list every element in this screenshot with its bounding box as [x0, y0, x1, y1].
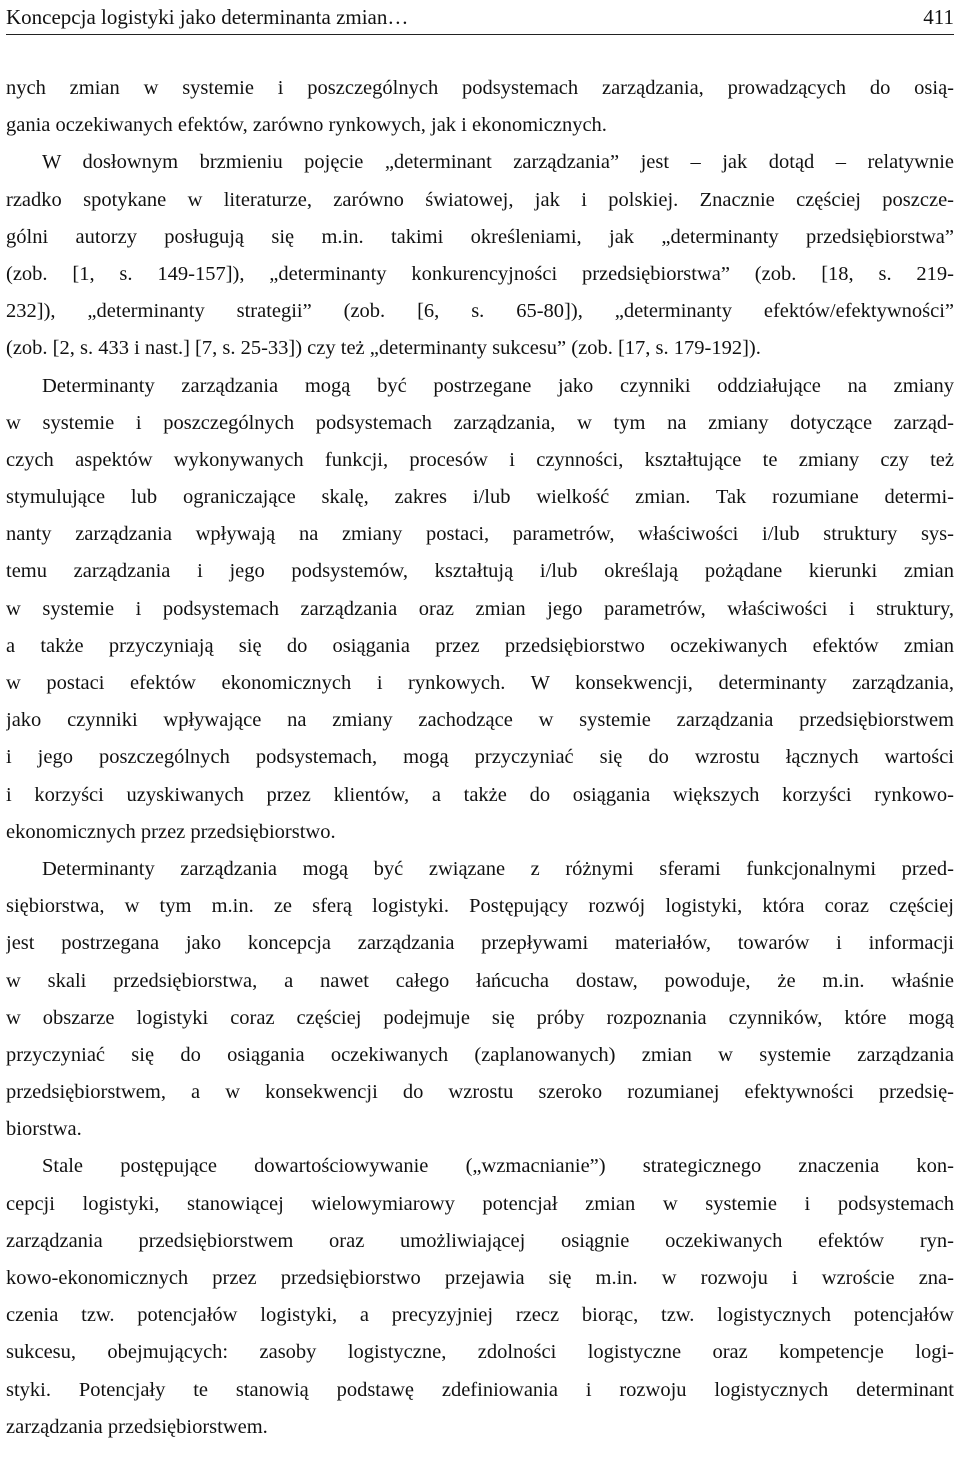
text-line: Stale postępujące dowartościowywanie („wzmacnianie”) strategicznego znaczenia kon-: [42, 1155, 954, 1178]
text-line: czenia tzw. potencjałów logistyki, a precyzyjniej rzecz biorąc, tzw. logistycznych potencjałów: [6, 1304, 954, 1327]
text-line: w skali przedsiębiorstwa, a nawet całego łańcucha dostaw, powoduje, że m.in. właśnie: [6, 969, 954, 992]
text-line: zarządzania przedsiębiorstwem.: [6, 1415, 268, 1438]
text-line: w systemie i podsystemach zarządzania oraz zmian jego parametrów, właściwości i struktury,: [6, 597, 954, 620]
text-line: rzadko spotykane w literaturze, zarówno światowej, jak i polskiej. Znacznie częściej poszcze-: [6, 188, 954, 211]
text-line: przedsiębiorstwem, a w konsekwencji do wzrostu szeroko rozumianej efektywności przedsię-: [6, 1081, 954, 1104]
text-line: a także przyczyniają się do osiągania przez przedsiębiorstwo oczekiwanych efektów zmian: [6, 634, 954, 657]
text-line: (zob. [1, s. 149-157]), „determinanty konkurencyjności przedsiębiorstwa” (zob. [18, s. 219-: [6, 262, 954, 285]
text-line: 232]), „determinanty strategii” (zob. [6, s. 65-80]), „determinanty efektów/efektywności”: [6, 300, 954, 323]
text-line: w postaci efektów ekonomicznych i rynkowych. W konsekwencji, determinanty zarządzania,: [6, 672, 954, 694]
text-line: sukcesu, obejmujących: zasoby logistyczne, zdolności logistyczne oraz kompetencje logi-: [6, 1341, 954, 1364]
text-line: w systemie i poszczególnych podsystemach zarządzania, w tym na zmiany dotyczące zarząd-: [6, 411, 954, 434]
text-line: siębiorstwa, w tym m.in. ze sferą logistyki. Postępujący rozwój logistyki, która coraz częściej: [6, 895, 954, 918]
text-line: Determinanty zarządzania mogą być postrzegane jako czynniki oddziałujące na zmiany: [42, 374, 954, 397]
text-line: stymulujące lub ograniczające skalę, zakres i/lub wielkość zmian. Tak rozumiane determi-: [6, 486, 954, 509]
page-header: [6, 0, 954, 35]
text-line: (zob. [2, s. 433 i nast.] [7, s. 25-33]) czy też „determinanty sukcesu” (zob. [17, s. 179-192]).: [6, 337, 761, 360]
text-line: w obszarze logistyki coraz częściej podejmuje się próby rozpoznania czynników, które mogą: [6, 1006, 954, 1029]
text-line: gania oczekiwanych efektów, zarówno rynkowych, jak i ekonomicznych.: [6, 114, 607, 137]
page-number: 411: [923, 5, 954, 29]
text-line: kowo-ekonomicznych przez przedsiębiorstwo przejawia się m.in. w rozwoju i wzroście zna-: [6, 1267, 954, 1289]
text-line: nanty zarządzania wpływają na zmiany postaci, parametrów, właściwości i/lub struktury sys-: [6, 523, 954, 546]
text-line: jako czynniki wpływające na zmiany zachodzące w systemie zarządzania przedsiębiorstwem: [6, 709, 954, 732]
text-line: ekonomicznych przez przedsiębiorstwo.: [6, 820, 336, 843]
text-line: styki. Potencjały te stanowią podstawę zdefiniowania i rozwoju logistycznych determinant: [6, 1378, 954, 1401]
text-line: zarządzania przedsiębiorstwem oraz umożliwiającej osiągnie oczekiwanych efektów ryn-: [6, 1229, 954, 1252]
body-text: [6, 70, 954, 1446]
text-line: biorstwa.: [6, 1118, 82, 1141]
text-line: W dosłownym brzmieniu pojęcie „determinant zarządzania” jest – jak dotąd – relatywnie: [42, 151, 954, 174]
text-line: i jego poszczególnych podsystemach, mogą przyczyniać się do wzrostu łącznych wartości: [6, 746, 954, 769]
text-line: nych zmian w systemie i poszczególnych podsystemach zarządzania, prowadzących do osią-: [6, 77, 954, 99]
running-title: Koncepcja logistyki jako determinanta zmian…: [6, 5, 409, 29]
text-line: Determinanty zarządzania mogą być związane z różnymi sferami funkcjonalnymi przed-: [42, 857, 954, 880]
text-line: gólni autorzy posługują się m.in. takimi określeniami, jak „determinanty przedsiębiorstwa”: [6, 225, 954, 248]
text-line: cepcji logistyki, stanowiącej wielowymiarowy potencjał zmian w systemie i podsystemach: [6, 1192, 954, 1215]
text-line: przyczyniać się do osiągania oczekiwanych (zaplanowanych) zmian w systemie zarządzania: [6, 1043, 954, 1066]
text-line: temu zarządzania i jego podsystemów, kształtują i/lub określają pożądane kierunki zmian: [6, 560, 954, 583]
text-line: czych aspektów wykonywanych funkcji, procesów i czynności, kształtujące te zmiany czy też: [6, 448, 954, 471]
text-line: jest postrzegana jako koncepcja zarządzania przepływami materiałów, towarów i informacji: [6, 932, 954, 955]
text-line: i korzyści uzyskiwanych przez klientów, a także do osiągania większych korzyści rynkowo-: [6, 783, 954, 806]
